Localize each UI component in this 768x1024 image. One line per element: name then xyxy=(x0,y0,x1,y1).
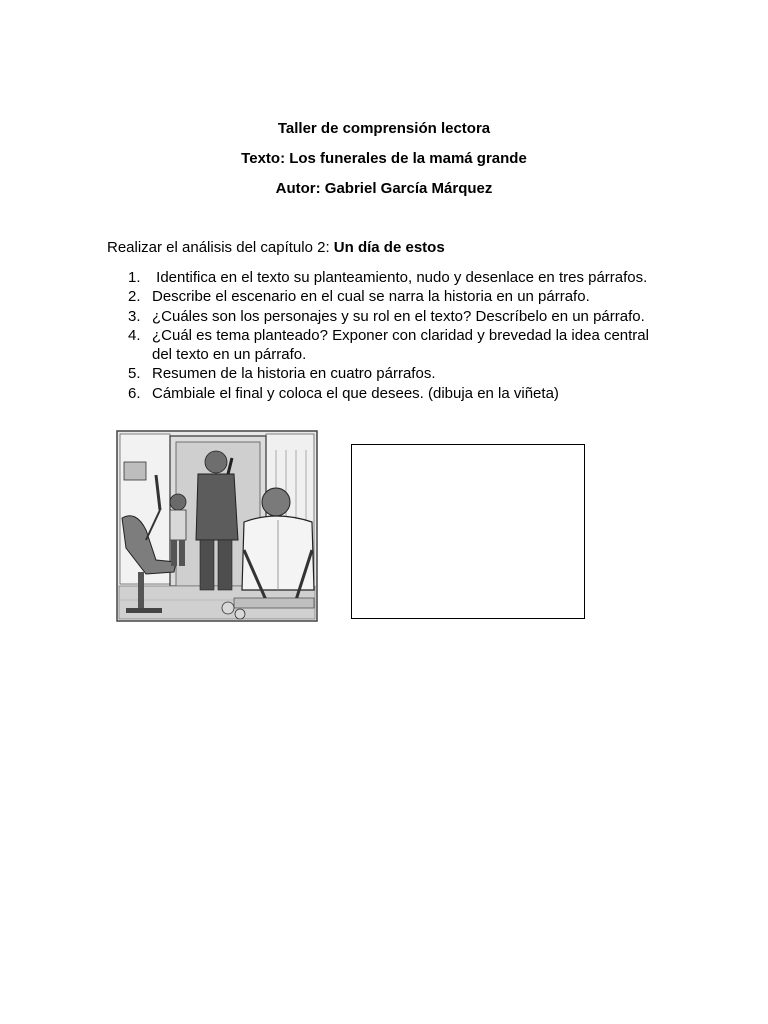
drawing-vignette-box xyxy=(351,444,585,619)
intro-instruction xyxy=(107,239,445,257)
task-text: ¿Cuáles son los personajes y su rol en el texto? Descríbelo en un párrafo. xyxy=(152,307,645,325)
task-item xyxy=(107,326,667,365)
task-number: 2. xyxy=(128,288,141,306)
task-list xyxy=(107,268,667,403)
task-text: Resumen de la historia en cuatro párrafos. xyxy=(152,365,436,383)
task-item xyxy=(107,287,667,306)
text-title-line: Texto: Los funerales de la mamá grande xyxy=(241,150,527,167)
document-title: Taller de comprensión lectora xyxy=(277,120,491,137)
task-item xyxy=(107,384,667,403)
chapter-name: Un día de estos xyxy=(333,239,445,256)
task-text: Cámbiale el final y coloca el que desees. (dibuja en la viñeta) xyxy=(152,384,559,402)
task-number: 6. xyxy=(128,384,141,402)
task-number: 5. xyxy=(128,365,141,383)
task-text: Identifica en el texto su planteamiento, nudo y desenlace en tres párrafos. xyxy=(152,269,648,286)
author-line: Autor: Gabriel García Márquez xyxy=(275,180,493,197)
task-number: 3. xyxy=(128,307,141,325)
task-item xyxy=(107,307,667,326)
dentist-scene-illustration xyxy=(116,430,318,622)
task-text: Describe el escenario en el cual se narra la historia en un párrafo. xyxy=(152,288,590,306)
task-item xyxy=(107,268,667,287)
task-number: 4. xyxy=(128,326,141,344)
dentist-scene-drawing xyxy=(116,430,318,622)
task-number: 1. xyxy=(128,269,141,286)
task-item xyxy=(107,364,667,383)
intro-prefix: Realizar el análisis del capítulo 2: xyxy=(107,239,334,256)
task-text: ¿Cuál es tema planteado? Exponer con claridad y brevedad la idea central del texto en un párrafo. xyxy=(152,326,649,364)
